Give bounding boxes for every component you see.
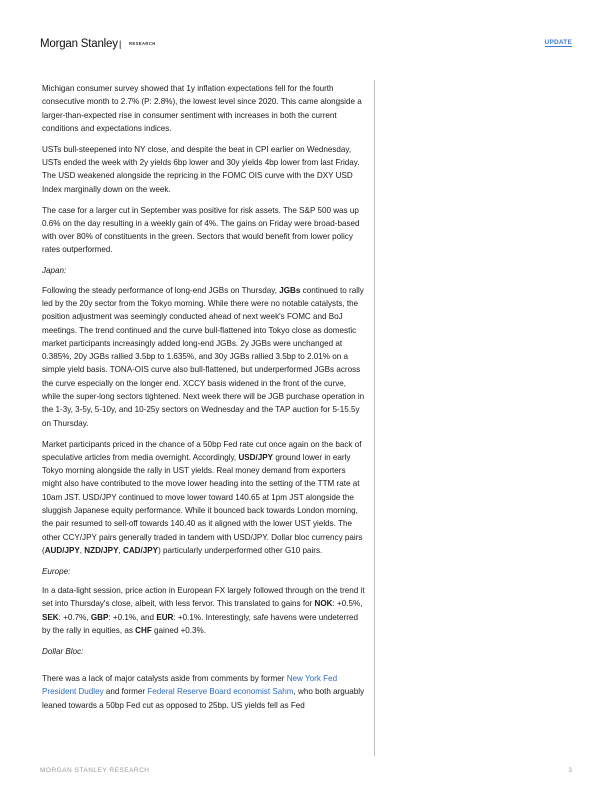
section-heading-japan: Japan: [42,266,67,276]
text-span: There was a lack of major catalysts aside from comments by former [42,674,287,684]
text-span: , who both arguably leaned towards a 50bp Fed cut as opposed to 25bp. US yields fell as Fed [42,687,365,710]
footer-publisher: MORGAN STANLEY RESEARCH [40,767,150,774]
bold-term: SEK [42,612,59,622]
text-span: , [79,545,85,555]
bold-term: GBP [90,612,109,622]
paragraph-european-fx [42,584,366,637]
text-span: : +0.5%, [332,599,363,609]
bold-term: AUD/JPY [44,545,80,555]
bold-term: CAD/JPY [122,545,159,555]
research-label: RESEARCH [129,41,156,46]
text-span: : +0.1%. Interestingly, safe havens were undeterred by the rally in equities, as [42,612,358,635]
morgan-stanley-logo: Morgan Stanley [40,38,118,50]
page-number: 3 [568,767,572,774]
text-span: : +0.1%, and [108,612,157,622]
sahm-link[interactable]: Federal Reserve Board economist Sahm [147,687,294,697]
section-heading-dollar-bloc: Dollar Bloc: [42,646,84,656]
paragraph-michigan-survey: Michigan consumer survey showed that 1y inflation expectations fell for the fourth consecutive month to 2.7% (P: 2.8%), the lowest level since 2020. This came alongside a larger-than-expected rise in consumer sentiment with increases in both the current conditions and expectations indices. [42,84,362,133]
logo-separator: | [119,39,122,49]
text-span: : +0.7%, [58,612,91,622]
dudley-link[interactable]: New York Fed President Dudley [42,674,338,697]
bold-term: CHF [135,625,152,635]
text-span: ) particularly underperformed other G10 pairs. [158,545,323,555]
text-span: and former [103,687,148,697]
text-span: Market participants priced in the chance of a 50bp Fed rate cut once again on the back of speculative articles from media overnight. Accordingly, [42,439,362,462]
bold-term: EUR [156,612,174,622]
paragraph-ust-close: USTs bull-steepened into NY close, and despite the beat in CPI earlier on Wednesday, USTs ended the week with 2y yields 6bp lower and 30y yields 4bp lower from last Friday. The USD weakened alongside the repricing in the FOMC OIS curve with the DXY USD Index marginally down on the week. [42,144,360,194]
page-header [40,38,572,52]
paragraph-dollar-bloc [42,672,366,712]
bold-term: NOK [314,599,333,609]
column-divider [374,80,375,756]
bold-term: NZD/JPY [84,545,119,555]
text-span: continued to rally led by the 20y sector from the Tokyo morning. While there were no notable catalysts, the position adjustment was seemingly conducted ahead of next week's FOMC and BoJ meetings. The trend continued and the curve bull-flattened into Tokyo close as domestic market participants increasingly added long-end JGBs. 2y JGBs were unchanged at 0.385%, 20y JGBs rallied 3.5bp to 1.635%, and 30y JGBs rallied 3.5bp to 2.01% on a simple yield basis. TONA-OIS curve also bull-flattened, but underperformed JGBs across the curve especially on the longer end. XCCY basis widened in the front of the curve, while the super-long sectors tightened. Next week there will be JGB purchase operation in the 1-3y, 3-5y, 5-10y, and 10-25y sectors on Wednesday and the TAP auction for 5-15.5y on Thursday. [42,285,365,428]
paragraph-usdjpy [42,438,366,558]
text-span: ground lower in early Tokyo morning alongside the rally in UST yields. Real money demand from exporters might also have contributed to the move lower heading into the setting of the TTM rate at 10am JST. USD/JPY continued to move lower toward 140.65 at 1pm JST alongside the sluggish Japanese equity performance. While it bounced back towards London morning, the pair resumed to sell-off towards 140.40 as it aligned with the lower UST yields. The other CCY/JPY pairs generally traded in tandem with USD/JPY. Dollar bloc currency pairs ( [42,452,363,555]
article-body [42,82,366,720]
bold-term: JGBs [279,285,301,295]
text-span: In a data-light session, price action in European FX largely followed through on the trend it set into Thursday's close, albeit, with less fervor. This translated to gains for [42,586,365,609]
paragraph-jgbs [42,284,366,430]
section-heading-europe: Europe: [42,566,71,576]
text-span: gained +0.3%. [151,625,207,635]
bold-term: USD/JPY [238,452,274,462]
text-span: , [118,545,123,555]
update-link[interactable]: UPDATE [544,39,572,46]
paragraph-risk-assets: The case for a larger cut in September was positive for risk assets. The S&P 500 was up 0.6% on the day resulting in a weekly gain of 4%. The gains on Friday were broad-based with over 80% of constituents in the green. Sectors that would benefit from lower policy rates outperformed. [42,205,360,255]
text-span: Following the steady performance of long-end JGBs on Thursday, [42,285,280,295]
